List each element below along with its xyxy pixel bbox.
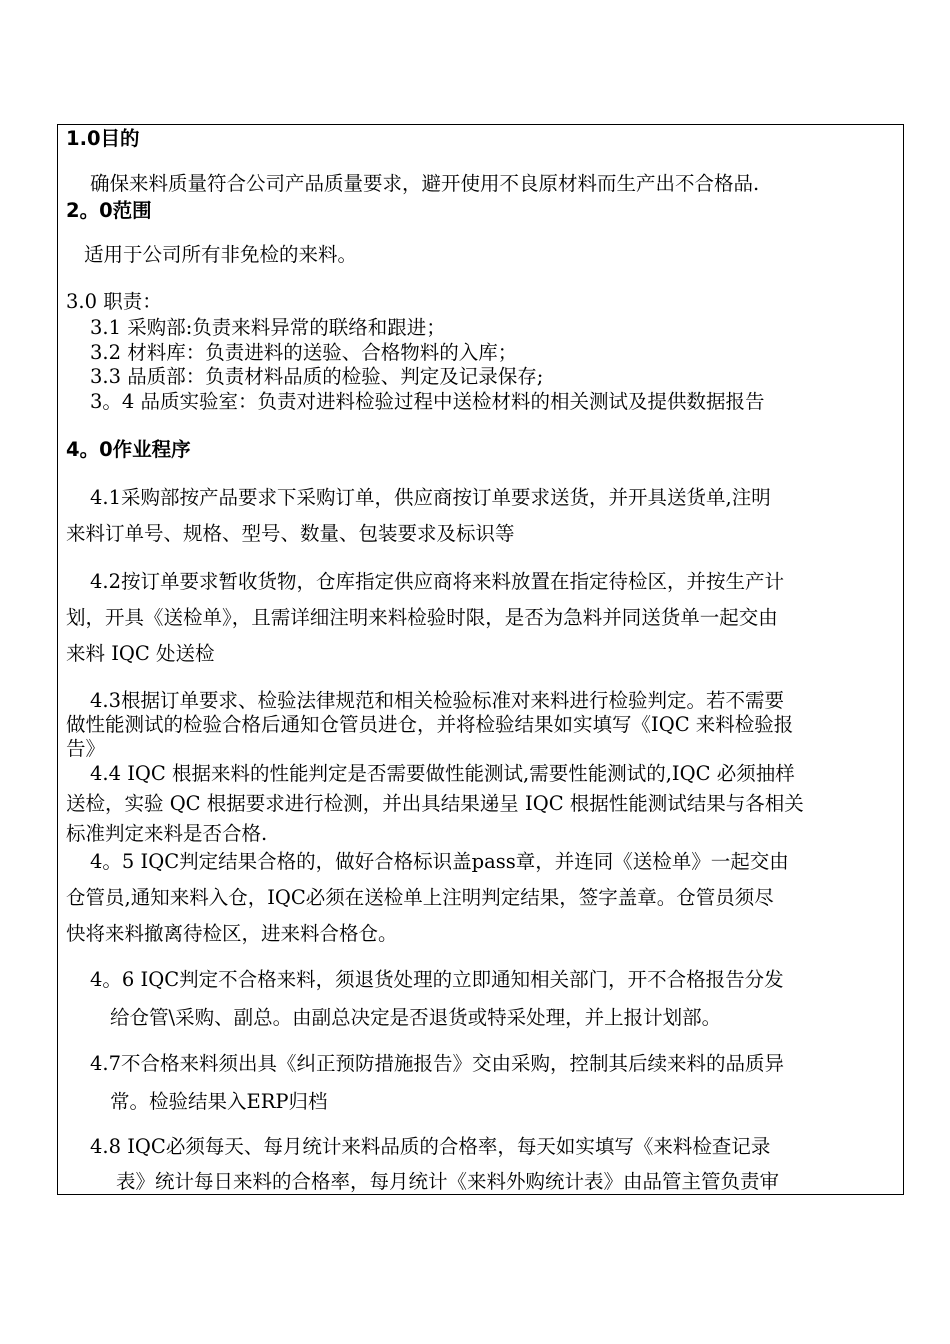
section-heading-purpose: 1.0目的 (66, 127, 140, 150)
procedure-paragraph-4-2-line: 划，开具《送检单》，且需详细注明来料检验时限，是否为急料并同送货单一起交由 (66, 606, 778, 629)
section-heading-responsibility: 3.0 职责： (66, 290, 162, 313)
section-heading-procedure: 4。0作业程序 (66, 438, 191, 461)
procedure-paragraph-4-1-line: 来料订单号、规格、型号、数量、包装要求及标识等 (66, 522, 515, 545)
procedure-paragraph-4-7-line: 4.7不合格来料须出具《纠正预防措施报告》交由采购，控制其后续来料的品质异 (90, 1052, 785, 1075)
section-heading-scope: 2。0范围 (66, 199, 152, 222)
procedure-paragraph-4-5-line: 仓管员,通知来料入仓，IQC必须在送检单上注明判定结果，签字盖章。仓管员须尽 (66, 886, 774, 909)
responsibility-item: 3.3 品质部：负责材料品质的检验、判定及记录保存; (90, 365, 544, 388)
procedure-paragraph-4-4-line: 送检，实验 QC 根据要求进行检测，并出具结果递呈 IQC 根据性能测试结果与各相关 (66, 792, 804, 815)
procedure-paragraph-4-2-line: 来料 IQC 处送检 (66, 642, 215, 665)
procedure-paragraph-4-6-line: 给仓管\采购、副总。由副总决定是否退货或特采处理，并上报计划部。 (110, 1006, 722, 1029)
procedure-paragraph-4-3-line: 告》 (66, 737, 106, 760)
procedure-paragraph-4-5-line: 快将来料撤离待检区，进来料合格仓。 (66, 922, 398, 945)
procedure-paragraph-4-6-line: 4。6 IQC判定不合格来料，须退货处理的立即通知相关部门，开不合格报告分发 (90, 968, 784, 991)
procedure-paragraph-4-3-line: 4.3根据订单要求、检验法律规范和相关检验标准对来料进行检验判定。若不需要 (90, 689, 785, 712)
responsibility-item: 3。4 品质实验室：负责对进料检验过程中送检材料的相关测试及提供数据报告 (90, 390, 765, 413)
purpose-text: 确保来料质量符合公司产品质量要求，避开使用不良原材料而生产出不合格品. (90, 172, 760, 195)
procedure-paragraph-4-8-line: 4.8 IQC必须每天、每月统计来料品质的合格率，每天如实填写《来料检查记录 (90, 1135, 771, 1158)
procedure-paragraph-4-2-line: 4.2按订单要求暂收货物，仓库指定供应商将来料放置在指定待检区，并按生产计 (90, 570, 785, 593)
responsibility-item: 3.2 材料库：负责进料的送验、合格物料的入库； (90, 341, 518, 364)
procedure-paragraph-4-7-line: 常。检验结果入ERP归档 (110, 1090, 328, 1113)
procedure-paragraph-4-5-line: 4。5 IQC判定结果合格的，做好合格标识盖pass章，并连同《送检单》一起交由 (90, 850, 789, 873)
procedure-paragraph-4-4-line: 标准判定来料是否合格. (66, 822, 268, 845)
procedure-paragraph-4-4-line: 4.4 IQC 根据来料的性能判定是否需要做性能测试,需要性能测试的,IQC 必须抽样 (90, 762, 795, 785)
procedure-paragraph-4-8-line: 表》统计每日来料的合格率，每月统计《来料外购统计表》由品管主管负责审 (116, 1170, 780, 1193)
procedure-paragraph-4-1-line: 4.1采购部按产品要求下采购订单，供应商按订单要求送货，并开具送货单,注明 (90, 486, 771, 509)
scope-text: 适用于公司所有非免检的来料。 (84, 243, 358, 266)
responsibility-item: 3.1 采购部:负责来料异常的联络和跟进； (90, 316, 446, 339)
procedure-paragraph-4-3-line: 做性能测试的检验合格后通知仓管员进仓，并将检验结果如实填写《IQC 来料检验报 (66, 713, 794, 736)
